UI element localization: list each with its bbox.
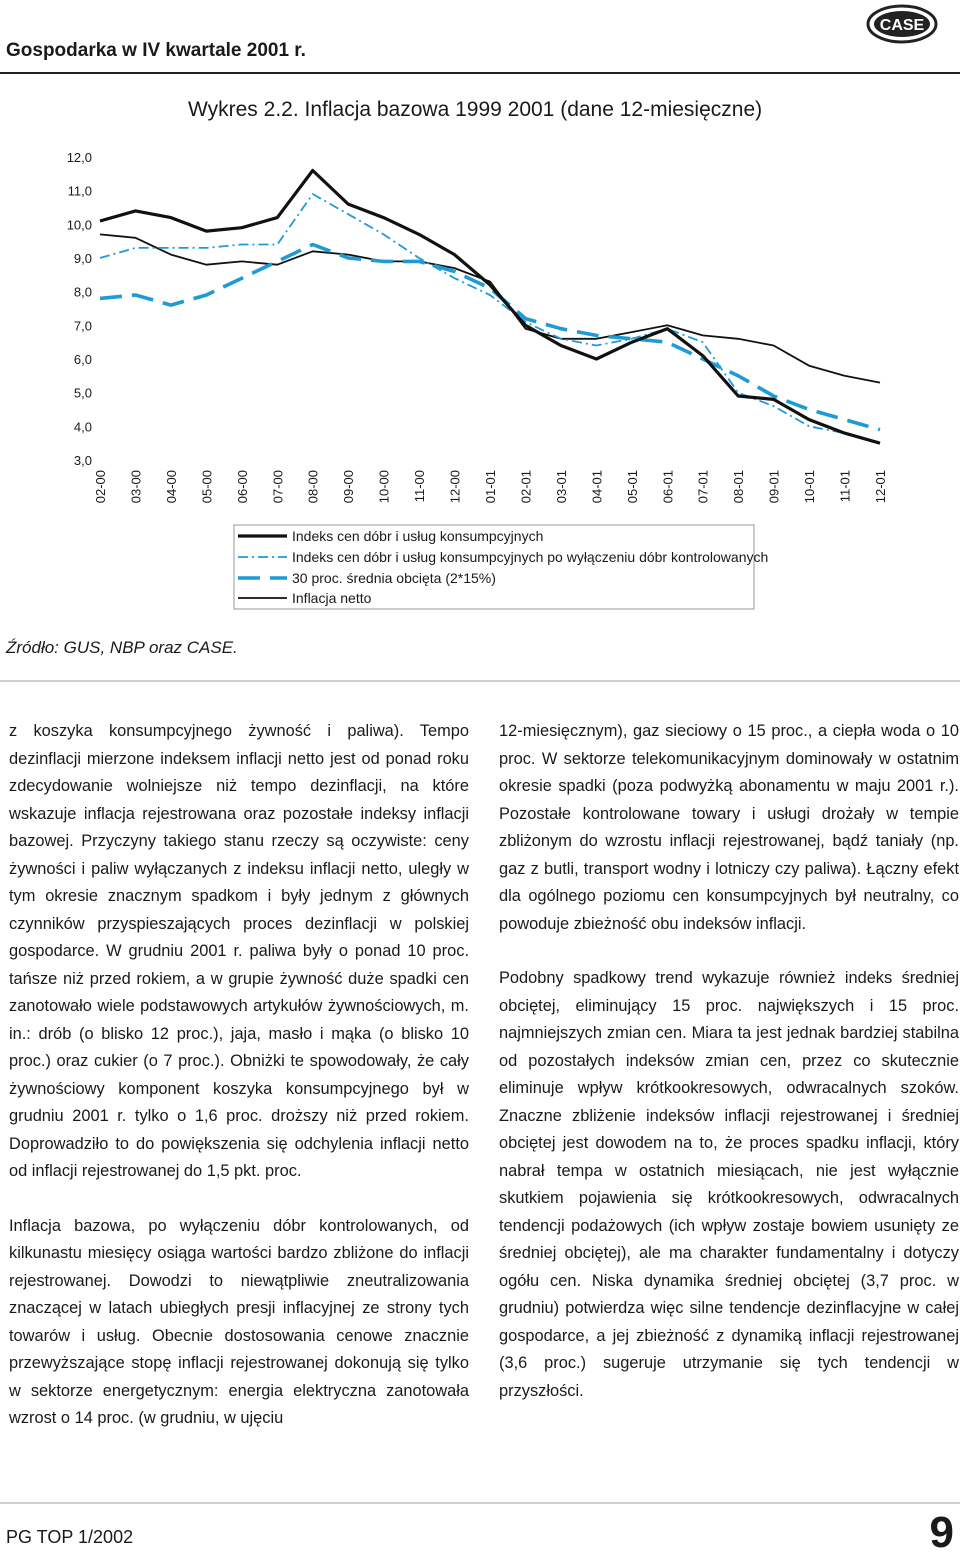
x-tick-label: 12-01 [873, 470, 888, 504]
x-tick-label: 11-00 [412, 470, 428, 503]
text-column-right [499, 718, 959, 1405]
bottom-rule [0, 1502, 960, 1504]
case-logo [866, 4, 938, 44]
x-tick-label: 12-00 [447, 470, 463, 504]
legend-label: 30 proc. średnia obcięta (2*15%) [292, 570, 496, 586]
x-tick-label: 09-00 [341, 470, 357, 504]
y-tick-label: 4,0 [73, 419, 92, 435]
y-tick-label: 8,0 [73, 284, 92, 300]
paragraph: Inflacja bazowa, po wyłączeniu dóbr kontrolowanych, od kilkunastu miesięcy osiąga wartości bardzo zbliżone do inflacji rejestrowanej. Dowodzi to niewątpliwie zneutralizowania znaczącej w latach ubiegłych presji inflacyjnej ze strony tych towarów i usług. Obecnie dostosowania cenowe znacznie przewyższające stopę inflacji rejestrowanej dokonują się tylko w sektorze energetycznym: energia elektryczna zanotowała wzrost o 14 proc. (w grudniu, w ujęciu [9, 1216, 469, 1427]
y-tick-label: 11,0 [67, 183, 92, 199]
x-tick-label: 08-00 [305, 470, 321, 504]
legend-label: Inflacja netto [292, 590, 372, 606]
x-tick-label: 11-01 [837, 470, 853, 503]
y-tick-label: 5,0 [73, 385, 92, 401]
x-tick-label: 08-01 [731, 470, 747, 504]
x-tick-label: 04-01 [589, 470, 605, 504]
paragraph: z koszyka konsumpcyjnego żywność i paliwa). Tempo dezinflacji mierzone indeksem inflacji netto jest od ponad roku zdecydowanie wolniejsze niż tempo dezinflacji, na które wskazuje inflacja rejestrowana oraz pozostałe indeksy inflacji bazowej. Przyczyny takiego stanu rzeczy są oczywiste: ceny żywności i paliw wyłączanych z indeksu inflacji netto, uległy w tym okresie znacznym spadkom i były jednym z głównych czynników przyspieszających proces dezinflacji w polskiej gospodarce. W grudniu 2001 r. paliwa były o ponad 10 proc. tańsze niż przed rokiem, a w grupie żywność duże spadki cen zanotowało wiele podstawowych artykułów żywnościowych, m. in.: drób (o blisko 12 proc.), jaja, masło i mąka (o blisko 10 proc.) oraz cukier (o 7 proc.). Obniżki te spowodowały, że cały żywnościowy komponent koszyka konsumpcyjnego był w grudniu 2001 r. tylko o 1,6 proc. droższy niż przed rokiem. Doprowadziło to do powiększenia się odchylenia inflacji netto od inflacji rejestrowanej do 1,5 pkt. proc. [9, 722, 469, 1180]
x-tick-label: 07-01 [695, 470, 711, 504]
x-tick-label: 05-00 [199, 470, 215, 504]
x-tick-label: 07-00 [270, 470, 286, 504]
y-tick-label: 6,0 [73, 352, 92, 367]
y-tick-label: 9,0 [73, 251, 92, 266]
y-tick-label: 3,0 [73, 453, 92, 468]
paragraph: 12-miesięcznym), gaz sieciowy o 15 proc., a ciepła woda o 10 proc. W sektorze telekomunikacyjnym dominowały w ostatnim okresie spadki (poza podwyżką abonamentu w maju 2001 r.). Pozostałe kontrolowane towary i usługi drożały w tempie zbliżonym do wzrostu inflacji rejestrowanej, bądź taniały (np. gaz z butli, transport wodny i lotniczy czy paliwa). Łączny efekt dla ogólnego poziomu cen konsumpcyjnych był neutralny, co powoduje zbieżność obu indeksów inflacji. [499, 722, 959, 933]
x-axis-ticks [93, 470, 888, 503]
x-tick-label: 04-00 [163, 470, 179, 504]
y-tick-label: 7,0 [73, 318, 92, 334]
footer-publication: PG TOP 1/2002 [6, 1527, 134, 1547]
x-tick-label: 10-00 [376, 470, 392, 504]
series-lines [100, 171, 880, 444]
mid-rule [0, 680, 960, 682]
x-tick-label: 06-00 [234, 470, 250, 504]
x-tick-label: 02-00 [93, 470, 108, 504]
chart-title: Wykres 2.2. Inflacja bazowa 1999 2001 (dane 12-miesięczne) [188, 98, 763, 121]
chart-source: Źródło: GUS, NBP oraz CASE. [6, 638, 238, 657]
x-tick-label: 06-01 [660, 470, 676, 504]
inflation-chart [0, 130, 960, 630]
header-title: Gospodarka w IV kwartale 2001 r. [6, 40, 306, 61]
x-tick-label: 10-01 [802, 470, 818, 504]
y-tick-label: 12,0 [66, 150, 92, 165]
logo-text: CASE [879, 17, 925, 34]
x-tick-label: 01-01 [483, 470, 498, 504]
x-tick-label: 05-01 [624, 470, 640, 504]
x-tick-label: 09-01 [766, 470, 782, 504]
x-tick-label: 03-01 [553, 470, 569, 504]
text-column-left [9, 718, 469, 1433]
x-tick-label: 03-00 [128, 470, 144, 504]
y-axis-ticks [67, 150, 92, 468]
series-line-4 [100, 234, 880, 382]
top-rule [0, 72, 960, 74]
legend [234, 525, 768, 609]
x-tick-label: 02-01 [518, 470, 534, 504]
legend-label: Indeks cen dóbr i usług konsumpcyjnych po wyłączeniu dóbr kontrolowanych [292, 549, 769, 565]
page-number: 9 [929, 1508, 954, 1557]
paragraph: Podobny spadkowy trend wykazuje również indeks średniej obciętej, eliminujący 15 proc. największych i 15 proc. najmniejszych zmian cen. Miara ta jest jednak bardziej stabilna od pozostałych indeksów zmian cen, przez co skutecznie eliminuje wpływ krótkookresowych, odwracalnych szoków. Znaczne zbliżenie indeksów inflacji rejestrowanej i średniej obciętej jest dowodem na to, że proces spadku inflacji, który nabrał tempa w ostatnich miesiącach, nie jest wyłącznie skutkiem pojawienia się krótkookresowych, odwracalnych tendencji podażowych (ich wpływ zostaje bowiem usunięty ze średniej obciętej), ale ma charakter fundamentalny i dotyczy ogółu cen. Niska dynamika średniej obciętej (3,7 proc. w grudniu) potwierdza więc silne tendencje dezinflacyjne w całej gospodarce, a jej zbieżność z dynamiką inflacji rejestrowanej (3,6 proc.) sugeruje utrzymanie się tych tendencji w przyszłości. [499, 969, 959, 1400]
y-tick-label: 10,0 [66, 217, 92, 233]
legend-label: Indeks cen dóbr i usług konsumpcyjnych [292, 528, 544, 544]
